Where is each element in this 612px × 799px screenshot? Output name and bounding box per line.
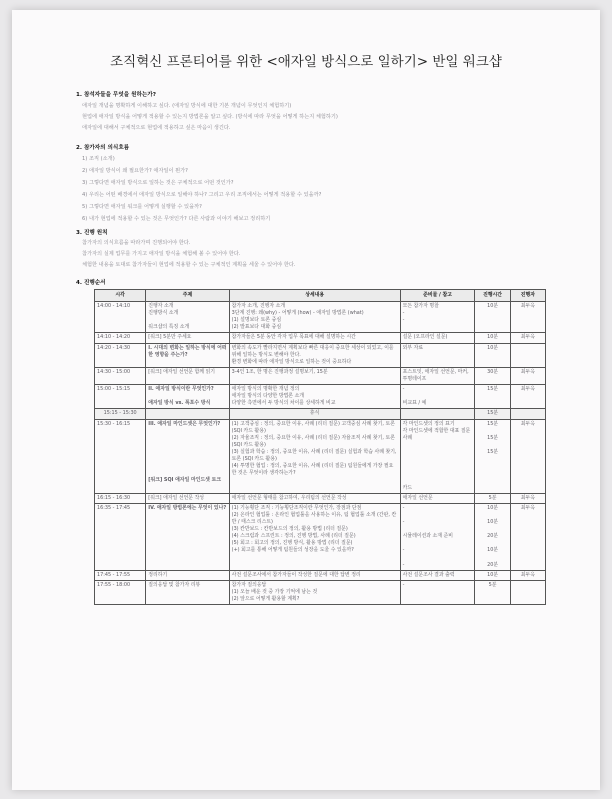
cell-prep: 각 마인드셋의 정의 표기 각 마인드셋에 적합한 대표 질문 사례 카드 [400, 419, 475, 493]
schedule-table [94, 289, 546, 605]
cell-duration: 30분 [475, 367, 510, 384]
section-1-line: 애자일 개념을 명확하게 이해하고 싶다. (애자일 방식에 대한 기본 개념이 무엇인지 체험하기) [82, 103, 292, 109]
cell-time: 17:55 - 18:00 [95, 580, 146, 604]
cell-topic: [워크] 애자일 선언문 함께 읽기 [146, 367, 229, 384]
document-page [12, 10, 600, 790]
cell-prep: 애자일 선언문 [400, 493, 475, 503]
cell-time: 17:45 - 17:55 [95, 570, 146, 580]
cell-topic: [워크] 애자일 선언문 작성 [146, 493, 229, 503]
cell-duration: 15분 15분 15분 [475, 419, 510, 493]
cell-time: 14:00 - 14:10 [95, 302, 146, 333]
cell-topic [146, 409, 229, 419]
cell-prep: 외부 자료 [400, 343, 475, 367]
cell-time: 16:15 - 16:30 [95, 493, 146, 503]
cell-duration: 10분 10분 20분 10분 20분 [475, 503, 510, 570]
schedule-row [95, 343, 546, 367]
cell-topic: 정리하기 [146, 570, 229, 580]
cell-prep: 모든 참가자 명찰 - - [400, 302, 475, 333]
schedule-row [95, 333, 546, 343]
section-2-line: 5) 그렇다면 애자일 워크를 어떻게 실행할 수 있을까? [82, 204, 202, 210]
cell-facilitator [510, 580, 545, 604]
schedule-row [95, 493, 546, 503]
cell-duration: 10분 [475, 302, 510, 333]
cell-prep: 설문 (오프라인 설문) [400, 333, 475, 343]
column-header-prep: 준비물 / 참고 [400, 290, 475, 302]
schedule-row [95, 419, 546, 493]
section-2-line: 6) 내가 현업에 적용할 수 있는 것은 무엇인가? 다른 사람과 이야기 해보고 정리하기 [82, 216, 271, 222]
cell-prep: 사전 설문조사 결과 출력 [400, 570, 475, 580]
cell-duration: 15분 [475, 385, 510, 409]
cell-time: 14:30 - 15:00 [95, 367, 146, 384]
cell-duration: 15분 [475, 409, 510, 419]
schedule-body [95, 302, 546, 605]
cell-facilitator: 최두옥 [510, 302, 545, 333]
column-header-topic: 주제 [146, 290, 229, 302]
cell-detail: 애자일 방식의 명확한 개념 정의 애자일 방식의 다양한 방법론 소개 다양한 측면에서 두 방식의 차이를 상세하게 비교 [229, 385, 400, 409]
cell-duration: 10분 [475, 343, 510, 367]
cell-time: 16:35 - 17:45 [95, 503, 146, 570]
schedule-row [95, 385, 546, 409]
cell-time: 14:10 - 14:20 [95, 333, 146, 343]
section-3-line: 참가자의 의식흐름을 따라가며 진행되어야 한다. [82, 240, 191, 246]
schedule-row [95, 367, 546, 384]
cell-detail: 휴식 [229, 409, 400, 419]
column-header-time: 시각 [95, 290, 146, 302]
cell-duration: 10분 [475, 570, 510, 580]
cell-topic: 진행자 소개 진행방식 소개 워크샵의 특징 소개 [146, 302, 229, 333]
cell-detail: 사전 설문조사에서 참가자들이 작성한 질문에 대한 답변 정리 [229, 570, 400, 580]
cell-detail: 변화의 속도가 빨라지면서 계획보다 빠른 대응이 중요한 세상이 되었고, 이를 위해 일하는 방식도 변해야 한다. 환경 변화에 따라 애자일 방식으로 일하는 것이 중요하다 [229, 343, 400, 367]
cell-facilitator: 최두옥 [510, 570, 545, 580]
cell-detail: 애자일 선언문 형태를 참고하여, 우리팀의 선언문 작성 [229, 493, 400, 503]
section-2-line: 3) 그렇다면 애자일 방식으로 일하는 것은 구체적으로 어떤 것인가? [82, 180, 234, 186]
cell-duration: 10분 [475, 333, 510, 343]
column-header-facilitator: 진행자 [510, 290, 545, 302]
cell-topic: I. 시대의 변화는 일하는 방식에 어떠한 영향을 주는가? [146, 343, 229, 367]
section-3-heading: 3. 진행 원칙 [76, 230, 108, 236]
cell-detail: 참가자들은 5분 동안 각자 업무 목표에 대해 설명하는 시간 [229, 333, 400, 343]
schedule-row [95, 503, 546, 570]
cell-topic: IV. 애자일 방법론에는 무엇이 있나? [146, 503, 229, 570]
cell-prep: - 비교표 / 예 [400, 385, 475, 409]
section-2-line: 1) 조직 (소개) [82, 156, 115, 162]
cell-topic: 질의응답 및 참가자 리뷰 [146, 580, 229, 604]
cell-time: 15:30 - 16:15 [95, 419, 146, 493]
schedule-header-row [95, 290, 546, 302]
cell-topic: III. 애자일 마인드셋은 무엇인가? [워크] SQI 애자일 마인드셋 토크 [146, 419, 229, 493]
cell-duration: 5분 [475, 493, 510, 503]
cell-detail: 참가자 소개, 진행자 소개 3단계 진행: 왜(why) - 어떻게 (how) - 애자일 방법론 (what) (1) 설명보다 토론 중심 (2) 발표보다 대화 중심 [229, 302, 400, 333]
section-2-heading: 2. 참가자의 의식흐름 [76, 145, 130, 151]
section-4-heading: 4. 진행순서 [76, 280, 106, 286]
cell-prep: 포스트잇, 애자일 선언문, 마커, 투명테이프 [400, 367, 475, 384]
cell-time: 15:15 - 15:30 [95, 409, 146, 419]
cell-facilitator: 최두옥 [510, 493, 545, 503]
column-header-duration: 진행시간 [475, 290, 510, 302]
cell-facilitator [510, 409, 545, 419]
schedule-row [95, 580, 546, 604]
section-1-heading: 1. 참석자들을 무엇을 원하는가? [76, 92, 156, 98]
cell-detail: 참가자 질의응답 (1) 오늘 배운 것 중 가장 기억에 남는 것 (2) 앞으로 어떻게 활용할 계획? [229, 580, 400, 604]
cell-facilitator: 최두옥 [510, 419, 545, 493]
cell-detail: (1) 기능횡단 조직 : 기능횡단조직이란 무엇인가, 장점과 단점 (2) 온라인 협업툴 : 온라인 협업툴을 사용하는 이유, 팀 협업툴 소개 (간판, 칸반 / 태스크 리스트) (3) 칸반보드 : 칸반보드의 정의, 활용 방법 (리더 질문) (4) 스크럼과 스프린트 : 정의, 진행 방법, 사례 (리더 질문) (5) 회고 : 회고의 정의, 진행 방식, 활용 방법 (리더 질문) (+) 회고를 통해 어떻게 팀원들의 성장을 도울 수 있을까? [229, 503, 400, 570]
cell-facilitator [510, 343, 545, 367]
section-3-line: 참가자의 실제 업무를 가지고 애자일 방식을 체험해 볼 수 있어야 한다. [82, 251, 241, 257]
cell-prep: - - 시뮬레이션과 소재 준비 - - [400, 503, 475, 570]
section-2-line: 2) 애자일 방식이 왜 필요한가? 애자일이 뭔가? [82, 168, 188, 174]
cell-topic: [워크] 5분만 주세요 [146, 333, 229, 343]
schedule-row [95, 409, 546, 419]
cell-prep [400, 409, 475, 419]
column-header-detail: 상세내용 [229, 290, 400, 302]
cell-time: 14:20 - 14:30 [95, 343, 146, 367]
section-1-line: 현업에 애자일 방식을 어떻게 적용할 수 있는지 방법론을 알고 싶다. (방식에 따라 무엇을 어떻게 하는지 체험하기) [82, 114, 338, 120]
section-3-line: 체험한 내용을 토대로 참가자들이 현업에 적용할 수 있는 구체적인 계획을 세울 수 있어야 한다. [82, 262, 296, 268]
cell-facilitator: 최두옥 [510, 385, 545, 409]
schedule-row [95, 302, 546, 333]
section-1-line: 애자일에 대해서 구체적으로 현업에 적용하고 싶은 마음이 생긴다. [82, 125, 231, 131]
cell-prep: - [400, 580, 475, 604]
cell-detail: (1) 고객중심 : 정의, 중요한 이유, 사례 (리더 질문) 고객중심 사례 찾기, 토론 (SQI 카드 활용) (2) 자율조직 : 정의, 중요한 이유, 사례 (리더 질문) 자율조직 사례 찾기, 토론 (SQI 카드 활용) (3) 실험과 학습 : 정의, 중요한 이유, 사례 (리더 질문) 실험과 학습 사례 찾기, 토론 (SQI 카드 활용) (4) 투명한 협업 : 정의, 중요한 이유, 사례 (리더 질문) 팀원들에게 가장 필요한 것은 무엇이라 생각하는가? [229, 419, 400, 493]
cell-topic: II. 애자일 방식이란 무엇인가? 애자일 방식 vs. 폭포수 방식 [146, 385, 229, 409]
cell-facilitator: 최두옥 [510, 503, 545, 570]
cell-duration: 5분 [475, 580, 510, 604]
cell-detail: 3-4인 1조, 한 명은 진행과정 설명보기, 15분 [229, 367, 400, 384]
section-2-line: 4) 우리는 어떤 배경에서 애자일 방식으로 일해야 하나? 그리고 우리 조직에서는 어떻게 적용할 수 있을까? [82, 192, 322, 198]
cell-facilitator: 최두옥 [510, 333, 545, 343]
page-title: 조직혁신 프론티어를 위한 <애자일 방식으로 일하기> 반일 워크샵 [110, 54, 502, 70]
cell-time: 15:00 - 15:15 [95, 385, 146, 409]
cell-facilitator: 최두옥 [510, 367, 545, 384]
schedule-row [95, 570, 546, 580]
